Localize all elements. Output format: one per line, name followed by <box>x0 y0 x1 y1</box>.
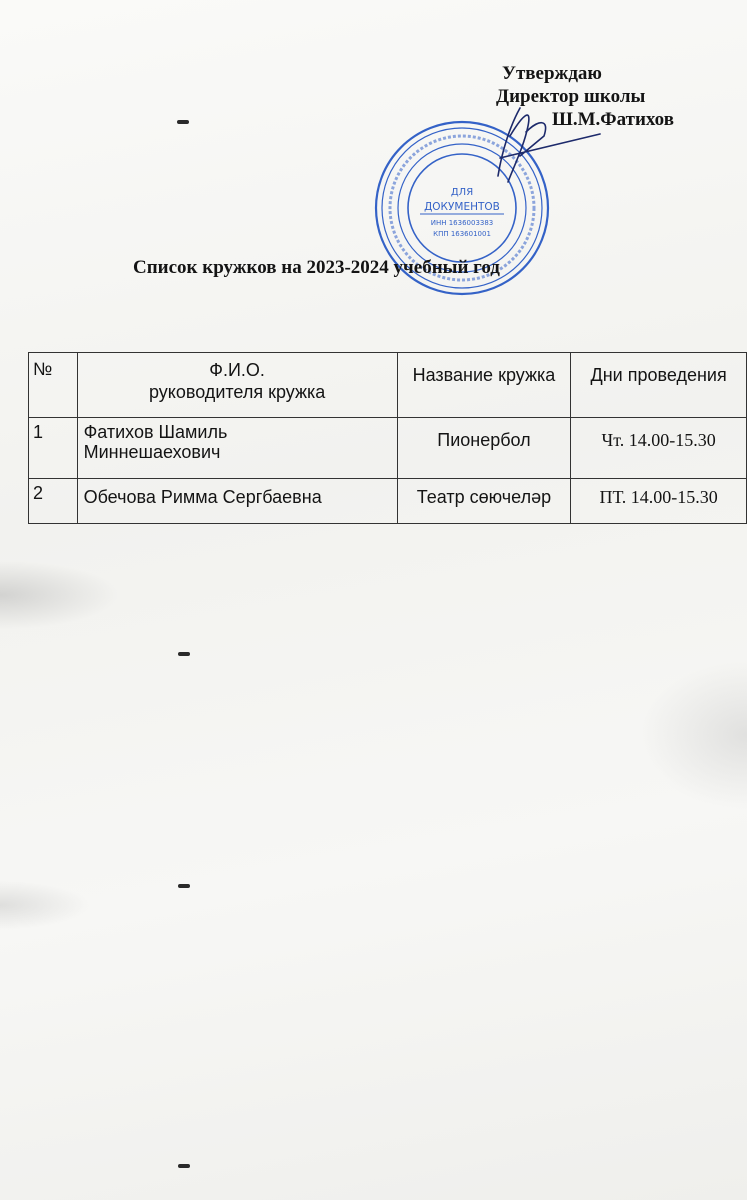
scan-mark <box>178 1164 190 1168</box>
row-days: ПТ. 14.00-15.30 <box>571 479 747 524</box>
header-club: Название кружка <box>397 353 571 418</box>
header-fio <box>77 353 397 418</box>
row-fio-line1: Обечова Римма Сергбаевна <box>83 487 322 507</box>
row-club: Театр сөючеләр <box>397 479 571 524</box>
row-days: Чт. 14.00-15.30 <box>571 418 747 479</box>
paper-shadow <box>640 660 747 810</box>
svg-text:ДЛЯ: ДЛЯ <box>450 187 474 198</box>
row-num: 1 <box>29 418 78 479</box>
header-fio-line1: Ф.И.О. <box>209 360 265 380</box>
scan-mark <box>178 884 190 888</box>
svg-text:ДОКУМЕНТОВ: ДОКУМЕНТОВ <box>424 201 500 213</box>
header-days: Дни проведения <box>571 353 747 418</box>
scan-mark <box>177 120 189 124</box>
header-num: № <box>29 353 78 418</box>
row-fio-line2: Миннешаехович <box>83 442 221 462</box>
paper-shadow <box>0 880 90 930</box>
table-row <box>29 479 747 524</box>
approval-block <box>496 62 741 131</box>
scan-mark <box>178 652 190 656</box>
approval-name: Ш.М.Фатихов <box>552 109 674 130</box>
row-fio-line1: Фатихов Шамиль <box>83 422 228 442</box>
row-fio <box>77 479 397 524</box>
document-title: Список кружков на 2023-2024 учебный год <box>133 257 500 278</box>
table-header-row <box>29 353 747 418</box>
clubs-table <box>28 352 747 524</box>
table-row <box>29 418 747 479</box>
row-club: Пионербол <box>397 418 571 479</box>
approval-position: Директор школы <box>496 86 646 107</box>
header-fio-line2: руководителя кружка <box>148 382 326 402</box>
svg-text:КПП 163601001: КПП 163601001 <box>433 230 491 238</box>
row-num: 2 <box>29 479 78 524</box>
approval-title: Утверждаю <box>502 63 602 84</box>
svg-text:ИНН 1636003383: ИНН 1636003383 <box>430 219 494 227</box>
row-fio <box>77 418 397 479</box>
paper-shadow <box>0 560 120 630</box>
